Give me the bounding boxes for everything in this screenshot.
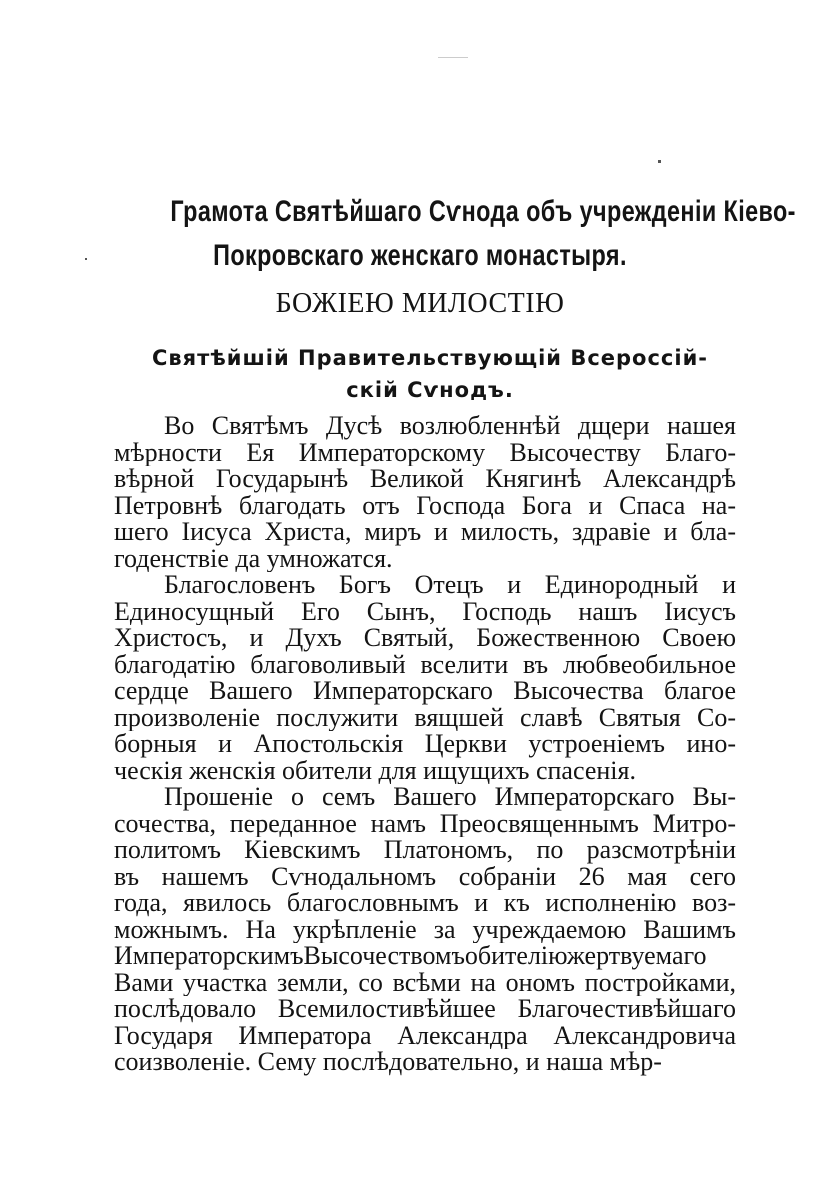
scan-speck <box>85 258 87 260</box>
body-line: вѣрной Государынѣ Великой Княгинѣ Александрѣ <box>114 466 736 493</box>
invocation-heading: БОЖІЕЮ МИЛОСТІЮ <box>275 288 565 319</box>
body-text <box>114 413 736 1076</box>
body-line: Благословенъ Богъ Отецъ и Единородный и <box>164 572 736 599</box>
body-line: Вами участка земли, со всѣми на ономъ постройками, <box>114 969 736 996</box>
body-line: въ нашемъ Сѵнодальномъ собраніи 26 мая сего <box>114 863 736 890</box>
body-line: сочества, переданное намъ Преосвященнымъ Митро- <box>114 810 736 837</box>
body-line: послѣдовало Всемилостивѣйшее Благочестивѣйшаго <box>114 996 736 1023</box>
body-line: сердце Вашего Императорскаго Высочества благое <box>114 678 736 705</box>
body-line: благодатію благоволивый вселити въ любвеобильное <box>114 651 736 678</box>
sender-heading <box>110 342 750 406</box>
body-line: Прошеніе о семъ Вашего Императорскаго Вы- <box>164 784 736 811</box>
body-line: Государя Императора Александра Александровича <box>114 1022 736 1049</box>
body-line: политомъ Кіевскимъ Платономъ, по разсмотрѣніи <box>114 837 736 864</box>
document-title <box>170 190 796 278</box>
body-line: ИмператорскимъВысочествомъобителіюжертвуемаго <box>114 943 707 970</box>
title-line: Грамота Святѣйшаго Сѵнода объ учрежденіи Кіево- <box>170 195 796 228</box>
body-line: произволеніе послужити вящшей славѣ Святыя Со- <box>114 704 736 731</box>
body-line: можнымъ. На укрѣпленіе за учреждаемою Вашимъ <box>114 916 736 943</box>
body-line: ческія женскія обители для ищущихъ спасенія. <box>114 757 636 784</box>
body-line: Единосущный Его Сынъ, Господь нашъ Іисусъ <box>114 598 736 625</box>
scan-speck <box>658 160 661 163</box>
sender-line: Святѣйшій Правительствующій Всероссій- <box>151 346 709 370</box>
scan-speck <box>438 57 468 58</box>
body-line: шего Іисуса Христа, миръ и милость, здравіе и бла- <box>114 519 736 546</box>
body-line: Христосъ, и Духъ Святый, Божественною Своею <box>114 625 736 652</box>
body-line: мѣрности Ея Императорскому Высочеству Благо- <box>114 439 736 466</box>
title-line: Покровскаго женскаго монастыря. <box>213 239 627 272</box>
body-line: года, явилось благословнымъ и къ исполненію воз- <box>114 890 736 917</box>
body-line: годенствіе да умножатся. <box>114 545 393 572</box>
body-line: Во Святѣмъ Дусѣ возлюбленнѣй дщери нашея <box>164 413 736 440</box>
body-line: Петровнѣ благодать отъ Господа Бога и Спаса на- <box>114 492 736 519</box>
body-line: борныя и Апостольскія Церкви устроеніемъ ино- <box>114 731 736 758</box>
body-line: соизволеніе. Сему послѣдовательно, и наша мѣр- <box>114 1049 662 1076</box>
sender-line: скій Сѵнодъ. <box>346 378 514 402</box>
